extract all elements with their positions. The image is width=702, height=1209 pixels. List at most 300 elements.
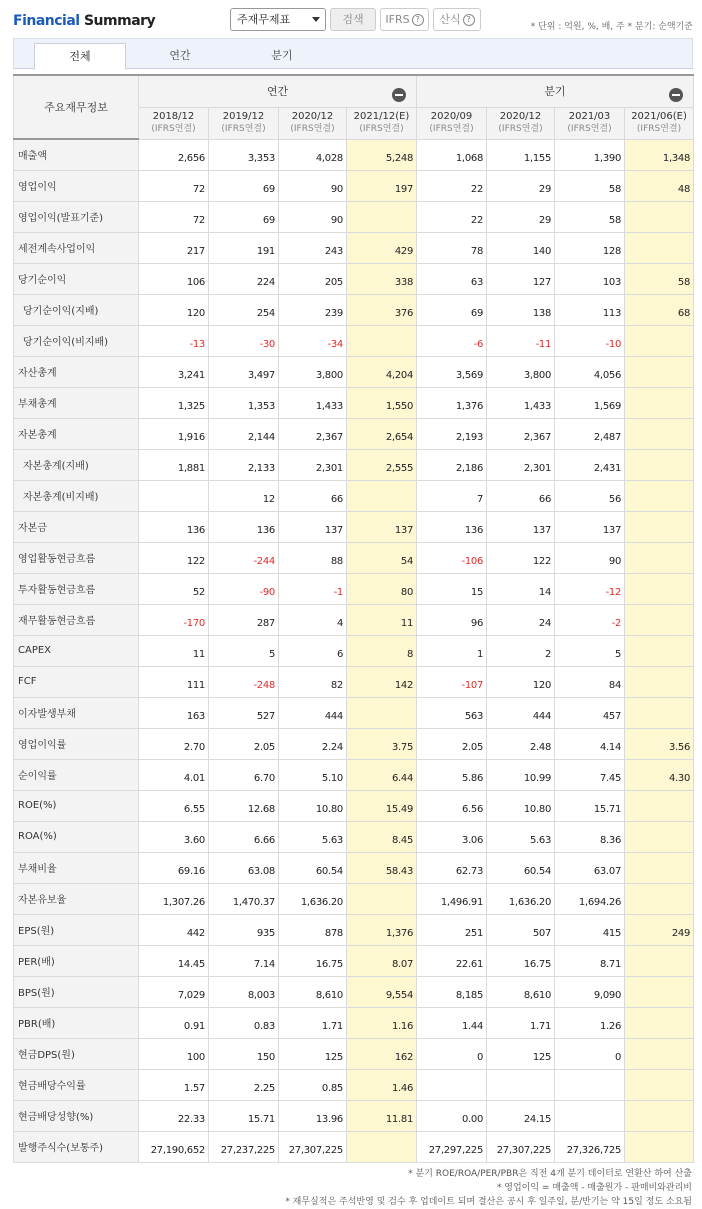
- statement-type-select[interactable]: [230, 8, 326, 31]
- unit-note: * 단위 : 억원, %, 배, 주 * 분기: 순액기준: [530, 22, 693, 32]
- table-row: [14, 573, 694, 604]
- table-cell: 4,028: [279, 139, 347, 170]
- table-cell: [555, 1100, 625, 1131]
- table-cell: 3,800: [279, 356, 347, 387]
- table-cell: 2,367: [279, 418, 347, 449]
- chevron-down-icon: [312, 17, 320, 22]
- table-row: [14, 294, 694, 325]
- table-cell: [625, 387, 694, 418]
- table-cell: 5.86: [417, 759, 487, 790]
- table-cell: 457: [555, 697, 625, 728]
- column-period: 2021/06(E): [631, 111, 687, 122]
- table-cell: 5.63: [279, 821, 347, 852]
- table-row: [14, 666, 694, 697]
- table-row: [14, 356, 694, 387]
- tab-all[interactable]: 전체: [34, 43, 126, 70]
- table-row: [14, 1007, 694, 1038]
- table-cell: 254: [209, 294, 279, 325]
- table-cell: 1,348: [625, 139, 694, 170]
- column-header: [625, 107, 694, 139]
- row-label: 자본총계(비지배): [14, 480, 139, 511]
- row-label: 현금DPS(원): [14, 1038, 139, 1069]
- column-period: 2020/12: [291, 111, 334, 122]
- table-cell: [625, 1007, 694, 1038]
- table-cell: 191: [209, 232, 279, 263]
- table-cell: 3,241: [139, 356, 209, 387]
- table-cell: 2,555: [347, 449, 417, 480]
- table-cell: 58: [555, 170, 625, 201]
- table-cell: 24.15: [487, 1100, 555, 1131]
- table-cell: 9,554: [347, 976, 417, 1007]
- table-cell: 100: [139, 1038, 209, 1069]
- column-period: 2021/12(E): [353, 111, 410, 122]
- table-row: [14, 604, 694, 635]
- table-cell: 6.55: [139, 790, 209, 821]
- table-cell: 2,367: [487, 418, 555, 449]
- table-cell: 8.71: [555, 945, 625, 976]
- table-cell: 63.07: [555, 852, 625, 883]
- column-basis: (IFRS연결): [567, 124, 612, 134]
- table-cell: -107: [417, 666, 487, 697]
- table-cell: [625, 666, 694, 697]
- table-cell: 444: [279, 697, 347, 728]
- row-label: 이자발생부채: [14, 697, 139, 728]
- table-cell: [625, 449, 694, 480]
- column-header: [417, 107, 487, 139]
- table-cell: 136: [417, 511, 487, 542]
- table-cell: 63.08: [209, 852, 279, 883]
- table-row: [14, 201, 694, 232]
- table-cell: [347, 697, 417, 728]
- table-cell: [625, 356, 694, 387]
- table-cell: 1,433: [487, 387, 555, 418]
- table-cell: 72: [139, 201, 209, 232]
- table-cell: 2.05: [417, 728, 487, 759]
- table-cell: 2,656: [139, 139, 209, 170]
- collapse-icon[interactable]: [669, 88, 683, 102]
- table-cell: 22.61: [417, 945, 487, 976]
- table-cell: 15.71: [209, 1100, 279, 1131]
- row-label: EPS(원): [14, 914, 139, 945]
- table-cell: 4: [279, 604, 347, 635]
- row-label: ROE(%): [14, 790, 139, 821]
- table-cell: 1,694.26: [555, 883, 625, 914]
- row-label: BPS(원): [14, 976, 139, 1007]
- table-cell: 2.24: [279, 728, 347, 759]
- table-cell: 1,433: [279, 387, 347, 418]
- table-cell: -170: [139, 604, 209, 635]
- tab-quarterly[interactable]: 분기: [271, 49, 293, 62]
- table-cell: 4,056: [555, 356, 625, 387]
- table-cell: [487, 1069, 555, 1100]
- column-period: 2018/12: [152, 111, 195, 122]
- table-cell: 5: [555, 635, 625, 666]
- tab-annual[interactable]: 연간: [169, 49, 191, 62]
- table-cell: 2,654: [347, 418, 417, 449]
- row-label: 자본총계(지배): [14, 449, 139, 480]
- table-cell: 137: [555, 511, 625, 542]
- table-cell: 3,800: [487, 356, 555, 387]
- table-cell: 2,487: [555, 418, 625, 449]
- table-cell: 1,068: [417, 139, 487, 170]
- table-cell: 5.10: [279, 759, 347, 790]
- table-cell: 5,248: [347, 139, 417, 170]
- table-cell: 8,610: [279, 976, 347, 1007]
- table-cell: 14: [487, 573, 555, 604]
- table-cell: 7: [417, 480, 487, 511]
- table-row: [14, 1038, 694, 1069]
- table-cell: 1,376: [417, 387, 487, 418]
- table-cell: 429: [347, 232, 417, 263]
- table-cell: 52: [139, 573, 209, 604]
- table-cell: 5: [209, 635, 279, 666]
- collapse-icon[interactable]: [392, 88, 406, 102]
- table-row: [14, 139, 694, 170]
- column-period: 2021/03: [568, 111, 611, 122]
- table-cell: [625, 1100, 694, 1131]
- row-label: 자본금: [14, 511, 139, 542]
- table-cell: 90: [279, 170, 347, 201]
- table-cell: [625, 790, 694, 821]
- footnote-3: * 재무실적은 주석반영 및 검수 후 업데이트 되며 결산은 공시 후 일주일, 분/반기는 약 15일 정도 소요됨: [285, 1197, 692, 1207]
- column-header: [487, 107, 555, 139]
- table-cell: [625, 945, 694, 976]
- table-cell: 10.80: [487, 790, 555, 821]
- table-cell: 442: [139, 914, 209, 945]
- table-cell: 2: [487, 635, 555, 666]
- column-basis: (IFRS연결): [359, 124, 404, 134]
- table-cell: 136: [139, 511, 209, 542]
- row-label: 순이익률: [14, 759, 139, 790]
- table-cell: [625, 542, 694, 573]
- row-label: 자본유보율: [14, 883, 139, 914]
- table-cell: [625, 697, 694, 728]
- table-cell: [347, 201, 417, 232]
- table-cell: 243: [279, 232, 347, 263]
- table-cell: 80: [347, 573, 417, 604]
- table-cell: [347, 480, 417, 511]
- table-cell: [625, 1038, 694, 1069]
- table-cell: 103: [555, 263, 625, 294]
- table-cell: 69: [209, 201, 279, 232]
- table-cell: [347, 325, 417, 356]
- table-cell: 22.33: [139, 1100, 209, 1131]
- table-cell: 507: [487, 914, 555, 945]
- table-cell: 1,155: [487, 139, 555, 170]
- table-cell: 217: [139, 232, 209, 263]
- table-cell: 15: [417, 573, 487, 604]
- table-cell: 1,470.37: [209, 883, 279, 914]
- table-cell: -10: [555, 325, 625, 356]
- brand-financial: Financial: [13, 13, 80, 29]
- table-cell: 16.75: [279, 945, 347, 976]
- table-cell: 1.71: [279, 1007, 347, 1038]
- table-cell: -13: [139, 325, 209, 356]
- table-cell: 1,325: [139, 387, 209, 418]
- table-cell: 15.71: [555, 790, 625, 821]
- table-cell: -2: [555, 604, 625, 635]
- table-cell: 1,353: [209, 387, 279, 418]
- table-cell: 4.01: [139, 759, 209, 790]
- table-cell: 63: [417, 263, 487, 294]
- table-cell: -30: [209, 325, 279, 356]
- table-cell: 251: [417, 914, 487, 945]
- row-label: 영업활동현금흐름: [14, 542, 139, 573]
- table-cell: 11: [139, 635, 209, 666]
- table-cell: 1,496.91: [417, 883, 487, 914]
- table-cell: 4.14: [555, 728, 625, 759]
- table-cell: 58: [555, 201, 625, 232]
- column-basis: (IFRS연결): [636, 124, 682, 134]
- formula-help-button[interactable]: [433, 8, 481, 31]
- column-period: 2019/12: [222, 111, 265, 122]
- table-cell: 62.73: [417, 852, 487, 883]
- table-cell: 27,237,225: [209, 1131, 279, 1162]
- table-row: [14, 697, 694, 728]
- row-label: ROA(%): [14, 821, 139, 852]
- column-header: [347, 107, 417, 139]
- table-cell: 8,003: [209, 976, 279, 1007]
- table-cell: 1,390: [555, 139, 625, 170]
- group-quarter-label: 분기: [544, 85, 566, 99]
- table-cell: [625, 976, 694, 1007]
- column-header: [139, 107, 209, 139]
- column-period: 2020/09: [430, 111, 473, 122]
- table-cell: 6.44: [347, 759, 417, 790]
- table-cell: 0.91: [139, 1007, 209, 1038]
- table-cell: 1,636.20: [279, 883, 347, 914]
- group-quarter: [417, 75, 694, 107]
- row-label: 부채비율: [14, 852, 139, 883]
- table-cell: 415: [555, 914, 625, 945]
- table-row: [14, 635, 694, 666]
- table-cell: 127: [487, 263, 555, 294]
- table-cell: 120: [487, 666, 555, 697]
- table-cell: -248: [209, 666, 279, 697]
- column-header: [555, 107, 625, 139]
- page-title: [13, 13, 155, 29]
- column-basis: (IFRS연결): [498, 124, 543, 134]
- brand-summary: Summary: [79, 13, 156, 29]
- table-row: [14, 449, 694, 480]
- table-cell: 2,144: [209, 418, 279, 449]
- table-cell: 1,550: [347, 387, 417, 418]
- table-cell: 444: [487, 697, 555, 728]
- table-cell: 2,193: [417, 418, 487, 449]
- table-cell: 120: [139, 294, 209, 325]
- table-cell: 1,376: [347, 914, 417, 945]
- table-cell: 69.16: [139, 852, 209, 883]
- table-cell: 66: [279, 480, 347, 511]
- row-label: 현금배당성향(%): [14, 1100, 139, 1131]
- table-row: [14, 325, 694, 356]
- column-basis: (IFRS연결): [429, 124, 474, 134]
- row-label: 매출액: [14, 139, 139, 170]
- table-cell: 1,916: [139, 418, 209, 449]
- row-label: 발행주식수(보통주): [14, 1131, 139, 1162]
- table-cell: [625, 852, 694, 883]
- search-button[interactable]: 검색: [330, 8, 376, 31]
- footnote-1: * 분기 ROE/ROA/PER/PBR은 직전 4개 분기 데이터로 연환산 하여 산출: [408, 1169, 692, 1179]
- table-cell: 7,029: [139, 976, 209, 1007]
- table-cell: 16.75: [487, 945, 555, 976]
- table-cell: 205: [279, 263, 347, 294]
- table-cell: 84: [555, 666, 625, 697]
- table-cell: [139, 480, 209, 511]
- table-cell: -11: [487, 325, 555, 356]
- column-basis: (IFRS연결): [151, 124, 196, 134]
- table-cell: 66: [487, 480, 555, 511]
- table-cell: 27,307,225: [279, 1131, 347, 1162]
- table-cell: [347, 1131, 417, 1162]
- table-cell: 6.66: [209, 821, 279, 852]
- table-cell: 239: [279, 294, 347, 325]
- table-cell: 56: [555, 480, 625, 511]
- table-row: [14, 883, 694, 914]
- table-cell: 6.70: [209, 759, 279, 790]
- table-cell: 3,353: [209, 139, 279, 170]
- row-label: CAPEX: [14, 635, 139, 666]
- table-cell: 29: [487, 201, 555, 232]
- period-tabs: [13, 38, 693, 69]
- table-cell: 0.83: [209, 1007, 279, 1038]
- table-cell: 142: [347, 666, 417, 697]
- table-cell: 140: [487, 232, 555, 263]
- table-cell: 11.81: [347, 1100, 417, 1131]
- table-cell: [555, 1069, 625, 1100]
- table-cell: -1: [279, 573, 347, 604]
- table-cell: [625, 480, 694, 511]
- table-cell: 4,204: [347, 356, 417, 387]
- table-cell: -90: [209, 573, 279, 604]
- table-cell: 2,301: [279, 449, 347, 480]
- table-row: [14, 1100, 694, 1131]
- table-cell: 1.16: [347, 1007, 417, 1038]
- table-cell: 0.85: [279, 1069, 347, 1100]
- ifrs-help-button[interactable]: [380, 8, 429, 31]
- table-cell: 3.56: [625, 728, 694, 759]
- table-cell: -6: [417, 325, 487, 356]
- table-cell: [625, 604, 694, 635]
- table-cell: 7.45: [555, 759, 625, 790]
- table-cell: [625, 883, 694, 914]
- top-bar: [0, 0, 702, 36]
- row-header-title: 주요재무정보: [14, 75, 139, 139]
- table-cell: 96: [417, 604, 487, 635]
- table-row: [14, 976, 694, 1007]
- table-cell: 11: [347, 604, 417, 635]
- question-icon: ?: [412, 14, 424, 26]
- table-cell: 162: [347, 1038, 417, 1069]
- table-cell: 6: [279, 635, 347, 666]
- table-cell: 69: [417, 294, 487, 325]
- table-row: [14, 1069, 694, 1100]
- table-cell: -244: [209, 542, 279, 573]
- row-label: FCF: [14, 666, 139, 697]
- table-cell: [625, 1131, 694, 1162]
- table-cell: [625, 232, 694, 263]
- table-cell: 8.07: [347, 945, 417, 976]
- group-annual: [139, 75, 417, 107]
- table-cell: 54: [347, 542, 417, 573]
- table-cell: [625, 418, 694, 449]
- table-row: [14, 263, 694, 294]
- table-cell: 527: [209, 697, 279, 728]
- table-cell: [625, 821, 694, 852]
- table-cell: 60.54: [279, 852, 347, 883]
- table-cell: 0.00: [417, 1100, 487, 1131]
- statement-type-value: 주재무제표: [237, 13, 291, 26]
- table-cell: 12: [209, 480, 279, 511]
- table-cell: 1.71: [487, 1007, 555, 1038]
- table-cell: 72: [139, 170, 209, 201]
- table-cell: [625, 511, 694, 542]
- table-cell: 1.26: [555, 1007, 625, 1038]
- table-cell: [625, 635, 694, 666]
- table-cell: 2,186: [417, 449, 487, 480]
- table-cell: 8.36: [555, 821, 625, 852]
- table-cell: 137: [347, 511, 417, 542]
- table-cell: 563: [417, 697, 487, 728]
- question-icon: ?: [463, 14, 475, 26]
- table-row: [14, 821, 694, 852]
- table-cell: 8,185: [417, 976, 487, 1007]
- table-cell: 6.56: [417, 790, 487, 821]
- group-annual-label: 연간: [266, 85, 289, 99]
- table-cell: 68: [625, 294, 694, 325]
- table-cell: 137: [279, 511, 347, 542]
- table-cell: 3,569: [417, 356, 487, 387]
- table-row: [14, 914, 694, 945]
- table-cell: 197: [347, 170, 417, 201]
- table-cell: 113: [555, 294, 625, 325]
- column-period: 2020/12: [499, 111, 542, 122]
- table-row: [14, 728, 694, 759]
- footnote-2: * 영업이익 = 매출액 - 매출원가 - 판매비와관리비: [496, 1183, 692, 1193]
- table-cell: 3,497: [209, 356, 279, 387]
- table-row: [14, 852, 694, 883]
- table-cell: 15.49: [347, 790, 417, 821]
- table-row: [14, 542, 694, 573]
- column-header: [279, 107, 347, 139]
- table-cell: 137: [487, 511, 555, 542]
- table-cell: [347, 883, 417, 914]
- row-label: 당기순이익(지배): [14, 294, 139, 325]
- table-cell: 138: [487, 294, 555, 325]
- table-cell: 24: [487, 604, 555, 635]
- table-cell: 27,297,225: [417, 1131, 487, 1162]
- table-row: [14, 387, 694, 418]
- table-cell: 8,610: [487, 976, 555, 1007]
- row-label: 당기순이익(비지배): [14, 325, 139, 356]
- table-cell: [625, 1069, 694, 1100]
- table-cell: 14.45: [139, 945, 209, 976]
- table-cell: 1,636.20: [487, 883, 555, 914]
- row-label: 당기순이익: [14, 263, 139, 294]
- table-cell: 58.43: [347, 852, 417, 883]
- row-label: 세전계속사업이익: [14, 232, 139, 263]
- table-cell: 90: [279, 201, 347, 232]
- table-cell: 9,090: [555, 976, 625, 1007]
- table-cell: 1.57: [139, 1069, 209, 1100]
- row-label: PBR(배): [14, 1007, 139, 1038]
- row-label: 현금배당수익률: [14, 1069, 139, 1100]
- formula-label: 산식: [439, 13, 461, 26]
- table-cell: 5.63: [487, 821, 555, 852]
- row-label: PER(배): [14, 945, 139, 976]
- table-cell: 10.80: [279, 790, 347, 821]
- table-cell: 48: [625, 170, 694, 201]
